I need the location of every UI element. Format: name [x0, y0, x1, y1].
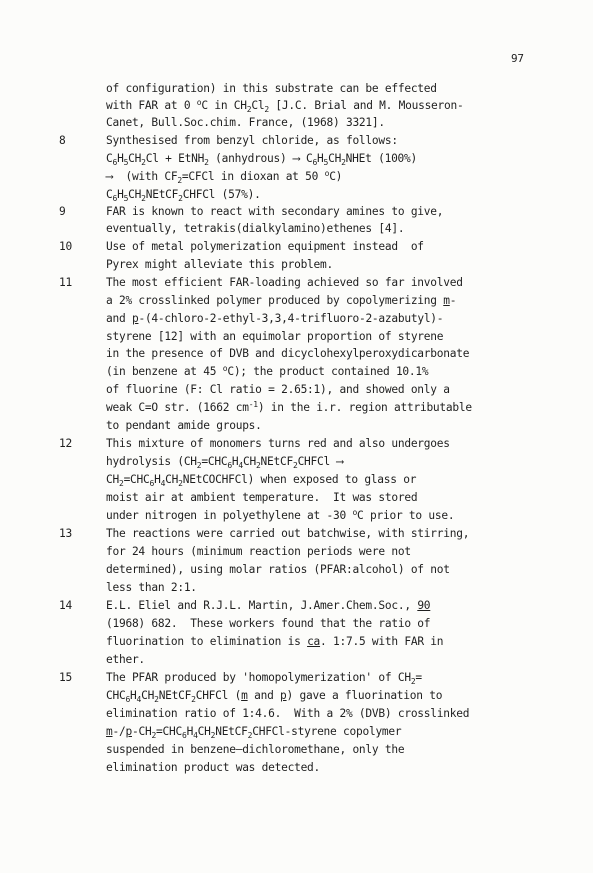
note-11-line-7: of fluorine (F: Cl ratio = 2.65:1), and showed only a	[106, 383, 450, 396]
note-8-line-1: Synthesised from benzyl chloride, as follows:	[106, 134, 398, 147]
note-10-number: 10	[59, 240, 72, 253]
note-15-line-2: $CHC_6H_4CH_2NEtCF_2CHFCl$ (m and p) gave a fluorination to	[106, 689, 443, 704]
note-9-number: 9	[59, 205, 66, 218]
note-15-line-3: elimination ratio of 1:4.6. With a 2% (DVB) crosslinked	[106, 707, 470, 720]
note-14-line-3: fluorination to elimination is ca. 1:7.5 with FAR in	[106, 635, 444, 648]
note-14-line-1: E.L. Eliel and R.J.L. Martin, J.Amer.Chem.Soc., 90	[106, 599, 431, 612]
note-11-line-3: and p-(4-chloro-2-ethyl-3,3,4-trifluoro-2-azabutyl)-	[106, 312, 444, 325]
note-9-line-1: FAR is known to react with secondary amines to give,	[106, 205, 444, 218]
page-number: 97	[511, 52, 524, 65]
note-8-line-2: $C_6H_5CH_2Cl$ + EtNH$_2$ (anhydrous) ⟶ $C_6H_5CH_2NHEt$ (100%)	[106, 152, 418, 167]
note-12-line-2: hydrolysis ($CH_2=CHC_6H_4CH_2NEtCF_2CHFCl$ ⟶	[106, 455, 343, 470]
note-12-line-4: moist air at ambient temperature. It was stored	[106, 491, 418, 504]
note-12-line-5: under nitrogen in polyethylene at -30 $^o$C prior to use.	[106, 508, 455, 522]
note-15-line-1: The PFAR produced by 'homopolymerization' of $CH_2=$	[106, 671, 422, 686]
note-15-number: 15	[59, 671, 72, 684]
note-11-line-4: styrene [12] with an equimolar proportion of styrene	[106, 330, 444, 343]
note-15-line-4: $m-/p-CH_2=CHC_6H_4CH_2NEtCF_2CHFCl$-styrene copolymer	[106, 725, 402, 740]
note-11-line-2: a 2% crosslinked polymer produced by copolymerizing m-	[106, 294, 457, 307]
note-11-number: 11	[59, 276, 72, 289]
note-13-line-4: less than 2:1.	[106, 581, 197, 594]
note-11-line-8: weak C=O str. (1662 $cm^{-1}$) in the i.r. region attributable	[106, 400, 472, 414]
note-13-line-2: for 24 hours (minimum reaction periods were not	[106, 545, 411, 558]
note-14-number: 14	[59, 599, 72, 612]
note-11-line-1: The most efficient FAR-loading achieved so far involved	[106, 276, 463, 289]
note-10-line-2: Pyrex might alleviate this problem.	[106, 258, 333, 271]
note-12-line-3: $CH_2=CHC_6H_4CH_2NEtCOCHFCl$) when exposed to glass or	[106, 473, 417, 488]
note-8-number: 8	[59, 134, 66, 147]
note-15-line-6: elimination product was detected.	[106, 761, 321, 774]
note-14-line-4: ether.	[106, 653, 145, 666]
note-12-number: 12	[59, 437, 72, 450]
note-8-line-3: ⟶ (with $CF_2=CFCl$ in dioxan at 50 $^o$C)	[106, 169, 343, 185]
note-11-line-6: (in benzene at 45 $^o$C); the product contained 10.1%	[106, 364, 429, 378]
note-8-line-4: $C_6H_5CH_2NEtCF_2CHFCl$ (57%).	[106, 188, 261, 203]
note-13-number: 13	[59, 527, 72, 540]
note-7-line-1: of configuration) in this substrate can be effected	[106, 82, 437, 95]
note-9-line-2: eventually, tetrakis(dialkylamino)ethenes [4].	[106, 222, 405, 235]
note-7-line-2: with FAR at 0 $^o$C in $CH_2Cl_2$ [J.C. Brial and M. Mousseron-	[106, 98, 464, 114]
note-15-line-5: suspended in benzene—dichloromethane, only the	[106, 743, 405, 756]
note-13-line-1: The reactions were carried out batchwise, with stirring,	[106, 527, 470, 540]
note-11-line-5: in the presence of DVB and dicyclohexylperoxydicarbonate	[106, 347, 470, 360]
note-12-line-1: This mixture of monomers turns red and also undergoes	[106, 437, 450, 450]
note-7-line-3: Canet, Bull.Soc.chim. France, (1968) 3321].	[106, 116, 385, 129]
note-10-line-1: Use of metal polymerization equipment instead of	[106, 240, 424, 253]
note-11-line-9: to pendant amide groups.	[106, 419, 262, 432]
note-14-line-2: (1968) 682. These workers found that the ratio of	[106, 617, 431, 630]
note-13-line-3: determined), using molar ratios (PFAR:alcohol) of not	[106, 563, 450, 576]
